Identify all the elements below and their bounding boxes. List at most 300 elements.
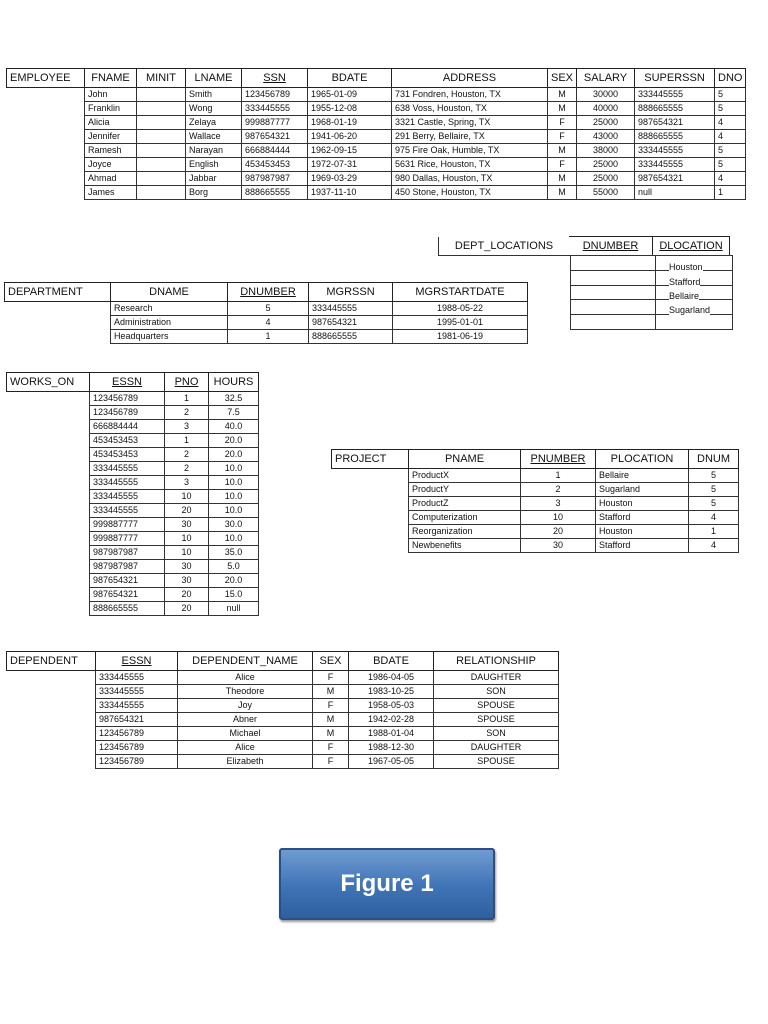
table-cell: 1 [228, 330, 309, 344]
table-cell [137, 158, 186, 172]
table-cell: 1983-10-25 [349, 685, 434, 699]
table-cell: 10 [165, 532, 209, 546]
works-on-label-spacer [7, 532, 90, 546]
table-cell: 888665555 [242, 186, 308, 200]
table-cell: Alicia [85, 116, 137, 130]
table-cell: 5.0 [209, 560, 259, 574]
table-cell: 450 Stone, Houston, TX [392, 186, 548, 200]
table-cell: Ramesh [85, 144, 137, 158]
table-cell: 3 [165, 420, 209, 434]
dept-location-value: Bellaire [669, 291, 700, 301]
table-row [7, 560, 259, 574]
works-on-label-spacer [7, 448, 90, 462]
table-cell [137, 144, 186, 158]
employee-label-spacer [7, 144, 85, 158]
table-cell: Joy [178, 699, 313, 713]
dependent-label-spacer [7, 713, 96, 727]
table-cell: 1937-11-10 [308, 186, 392, 200]
table-cell [137, 130, 186, 144]
table-cell: Michael [178, 727, 313, 741]
table-row [332, 497, 739, 511]
table-cell: SPOUSE [434, 699, 559, 713]
table-cell: Computerization [409, 511, 521, 525]
table-cell: 987654321 [635, 172, 715, 186]
table-row [7, 588, 259, 602]
dependent-col-essn: ESSN [96, 652, 178, 671]
table-cell: 40.0 [209, 420, 259, 434]
table-cell: 7.5 [209, 406, 259, 420]
table-cell: 4 [715, 130, 746, 144]
department-col-mgrstartdate: MGRSTARTDATE [393, 283, 528, 302]
table-cell: 10.0 [209, 490, 259, 504]
dependent-header-row [7, 652, 559, 671]
table-cell: 123456789 [96, 727, 178, 741]
table-cell: Newbenefits [409, 539, 521, 553]
table-row [332, 469, 739, 483]
table-cell: 1942-02-28 [349, 713, 434, 727]
table-cell: 291 Berry, Bellaire, TX [392, 130, 548, 144]
table-row [7, 602, 259, 616]
table-cell: 5 [715, 158, 746, 172]
table-cell: 1965-01-09 [308, 88, 392, 102]
table-cell: 4 [689, 511, 739, 525]
table-cell: 975 Fire Oak, Humble, TX [392, 144, 548, 158]
project-table [331, 449, 739, 553]
table-cell: Borg [186, 186, 242, 200]
table-cell: 10.0 [209, 504, 259, 518]
table-cell: 2 [165, 406, 209, 420]
table-cell: 5631 Rice, Houston, TX [392, 158, 548, 172]
table-cell: 4 [228, 316, 309, 330]
employee-label-spacer [7, 158, 85, 172]
table-cell: 40000 [577, 102, 635, 116]
employee-col-superssn: SUPERSSN [635, 69, 715, 88]
table-cell: 123456789 [96, 741, 178, 755]
table-cell: Sugarland [596, 483, 689, 497]
table-cell: Stafford [596, 539, 689, 553]
table-cell: 1986-04-05 [349, 671, 434, 685]
works-on-label-spacer [7, 560, 90, 574]
table-cell: 5 [689, 483, 739, 497]
table-cell: Reorganization [409, 525, 521, 539]
project-col-dnum: DNUM [689, 450, 739, 469]
table-row [7, 532, 259, 546]
works-on-label-spacer [7, 392, 90, 406]
table-cell: SPOUSE [434, 755, 559, 769]
dependent-label: DEPENDENT [7, 652, 96, 671]
table-row [7, 172, 746, 186]
table-cell: null [635, 186, 715, 200]
table-row [332, 511, 739, 525]
table-cell: 20 [165, 588, 209, 602]
dept-location-value: Sugarland [669, 305, 711, 315]
table-cell: M [548, 88, 577, 102]
table-cell: 1988-01-04 [349, 727, 434, 741]
table-cell [137, 116, 186, 130]
table-cell: 888665555 [90, 602, 165, 616]
table-cell: Jennifer [85, 130, 137, 144]
works-on-label-spacer [7, 504, 90, 518]
employee-col-address: ADDRESS [392, 69, 548, 88]
dependent-label-spacer [7, 699, 96, 713]
table-cell: 453453453 [90, 434, 165, 448]
table-cell: 987654321 [96, 713, 178, 727]
table-cell: ProductX [409, 469, 521, 483]
table-cell: Joyce [85, 158, 137, 172]
employee-col-sex: SEX [548, 69, 577, 88]
table-cell: 20 [165, 602, 209, 616]
table-row [7, 406, 259, 420]
table-cell [137, 172, 186, 186]
table-row [332, 483, 739, 497]
table-cell: Wallace [186, 130, 242, 144]
table-cell: Zelaya [186, 116, 242, 130]
table-cell: 35.0 [209, 546, 259, 560]
works-on-header-row [7, 373, 259, 392]
employee-label-spacer [7, 172, 85, 186]
department-col-dnumber: DNUMBER [228, 283, 309, 302]
department-label-spacer [5, 330, 111, 344]
project-label-spacer [332, 469, 409, 483]
dept-location-value: Houston [669, 262, 703, 272]
table-cell: Bellaire [596, 469, 689, 483]
table-cell: F [548, 158, 577, 172]
project-col-pnumber: PNUMBER [521, 450, 596, 469]
table-row [7, 88, 746, 102]
table-cell: Houston [596, 525, 689, 539]
table-cell: SON [434, 685, 559, 699]
works-on-col-pno: PNO [165, 373, 209, 392]
table-cell: 1 [521, 469, 596, 483]
works-on-table [6, 372, 259, 616]
department-label-spacer [5, 302, 111, 316]
table-cell: 1967-05-05 [349, 755, 434, 769]
table-cell [137, 186, 186, 200]
table-row [7, 144, 746, 158]
table-cell: 20 [521, 525, 596, 539]
table-cell: 25000 [577, 172, 635, 186]
table-cell: 888665555 [635, 130, 715, 144]
table-cell: 30 [165, 574, 209, 588]
dependent-col-bdate: BDATE [349, 652, 434, 671]
table-cell: SPOUSE [434, 713, 559, 727]
table-cell: 888665555 [635, 102, 715, 116]
table-cell: 333445555 [90, 490, 165, 504]
dept-locations-divider [655, 256, 656, 329]
table-row [7, 518, 259, 532]
table-cell: 987654321 [90, 574, 165, 588]
table-cell: 1969-03-29 [308, 172, 392, 186]
table-cell: 1 [165, 392, 209, 406]
table-cell: 10.0 [209, 532, 259, 546]
table-row [7, 574, 259, 588]
table-cell: 333445555 [635, 144, 715, 158]
table-cell: English [186, 158, 242, 172]
employee-header-row [7, 69, 746, 88]
department-label: DEPARTMENT [5, 283, 111, 302]
table-row [7, 685, 559, 699]
employee-label-spacer [7, 116, 85, 130]
figure-1-button[interactable] [279, 848, 495, 920]
project-label-spacer [332, 539, 409, 553]
table-cell: 123456789 [90, 392, 165, 406]
table-row [332, 539, 739, 553]
table-cell: 30 [165, 518, 209, 532]
project-label-spacer [332, 525, 409, 539]
employee-col-dno: DNO [715, 69, 746, 88]
table-cell: Abner [178, 713, 313, 727]
table-cell: 1 [715, 186, 746, 200]
table-cell: 20.0 [209, 434, 259, 448]
table-cell: 999887777 [90, 532, 165, 546]
table-cell: 15.0 [209, 588, 259, 602]
table-row [7, 504, 259, 518]
table-cell: 987654321 [90, 588, 165, 602]
works-on-col-essn: ESSN [90, 373, 165, 392]
table-cell: 731 Fondren, Houston, TX [392, 88, 548, 102]
table-cell: M [313, 685, 349, 699]
table-cell: 888665555 [309, 330, 393, 344]
table-cell: M [313, 713, 349, 727]
table-cell: 333445555 [96, 685, 178, 699]
table-cell: 38000 [577, 144, 635, 158]
table-cell [137, 102, 186, 116]
table-cell: 5 [228, 302, 309, 316]
employee-col-salary: SALARY [577, 69, 635, 88]
works-on-label-spacer [7, 434, 90, 448]
table-cell: 123456789 [96, 755, 178, 769]
dependent-col-sex: SEX [313, 652, 349, 671]
table-row [7, 158, 746, 172]
table-cell: 453453453 [242, 158, 308, 172]
table-cell: 123456789 [242, 88, 308, 102]
table-cell: F [548, 130, 577, 144]
works-on-label: WORKS_ON [7, 373, 90, 392]
table-cell: 4 [715, 116, 746, 130]
table-cell: 1988-05-22 [393, 302, 528, 316]
table-cell: 987654321 [635, 116, 715, 130]
table-cell: 1981-06-19 [393, 330, 528, 344]
table-cell: 20.0 [209, 448, 259, 462]
dependent-label-spacer [7, 685, 96, 699]
table-cell: Smith [186, 88, 242, 102]
table-row [332, 525, 739, 539]
works-on-label-spacer [7, 546, 90, 560]
table-cell: James [85, 186, 137, 200]
table-cell: 10.0 [209, 462, 259, 476]
works-on-label-spacer [7, 574, 90, 588]
works-on-label-spacer [7, 518, 90, 532]
table-cell: 3 [165, 476, 209, 490]
table-cell: M [548, 102, 577, 116]
table-cell: 987987987 [90, 546, 165, 560]
table-cell: Alice [178, 671, 313, 685]
dependent-label-spacer [7, 727, 96, 741]
department-col-mgrssn: MGRSSN [309, 283, 393, 302]
works-on-label-spacer [7, 602, 90, 616]
table-cell: DAUGHTER [434, 671, 559, 685]
table-cell: Wong [186, 102, 242, 116]
table-cell: 3321 Castle, Spring, TX [392, 116, 548, 130]
dependent-col-relationship: RELATIONSHIP [434, 652, 559, 671]
table-row [7, 392, 259, 406]
table-cell: 1 [689, 525, 739, 539]
project-header-row [332, 450, 739, 469]
table-cell: Ahmad [85, 172, 137, 186]
table-cell: 980 Dallas, Houston, TX [392, 172, 548, 186]
table-cell: F [313, 699, 349, 713]
project-label-spacer [332, 497, 409, 511]
project-label: PROJECT [332, 450, 409, 469]
table-cell: 2 [165, 462, 209, 476]
table-cell: 2 [165, 448, 209, 462]
table-cell: 333445555 [90, 476, 165, 490]
dependent-table [6, 651, 559, 769]
table-cell: 333445555 [96, 671, 178, 685]
table-row [7, 434, 259, 448]
table-row [7, 490, 259, 504]
table-cell: 666884444 [90, 420, 165, 434]
dept-locations-rule [571, 270, 732, 271]
table-row [7, 186, 746, 200]
table-row [7, 462, 259, 476]
table-cell: 30.0 [209, 518, 259, 532]
table-row [7, 713, 559, 727]
table-cell: Alice [178, 741, 313, 755]
table-cell: 1988-12-30 [349, 741, 434, 755]
table-cell: DAUGHTER [434, 741, 559, 755]
table-row [7, 699, 559, 713]
project-label-spacer [332, 511, 409, 525]
table-row [7, 755, 559, 769]
table-row [7, 741, 559, 755]
table-cell: 4 [689, 539, 739, 553]
table-cell: 987654321 [242, 130, 308, 144]
table-cell: 1968-01-19 [308, 116, 392, 130]
table-cell: Administration [111, 316, 228, 330]
table-cell: 25000 [577, 158, 635, 172]
employee-col-lname: LNAME [186, 69, 242, 88]
works-on-label-spacer [7, 406, 90, 420]
table-cell: 999887777 [90, 518, 165, 532]
table-cell: 333445555 [635, 158, 715, 172]
works-on-label-spacer [7, 462, 90, 476]
table-cell: 30000 [577, 88, 635, 102]
table-cell: 55000 [577, 186, 635, 200]
project-col-pname: PNAME [409, 450, 521, 469]
table-cell: 25000 [577, 116, 635, 130]
table-cell: 333445555 [242, 102, 308, 116]
table-cell: F [313, 755, 349, 769]
table-cell: 5 [689, 497, 739, 511]
employee-label-spacer [7, 88, 85, 102]
table-row [5, 316, 528, 330]
table-cell: 10 [165, 490, 209, 504]
table-cell: 1958-05-03 [349, 699, 434, 713]
table-cell: 333445555 [96, 699, 178, 713]
table-cell: 20.0 [209, 574, 259, 588]
table-cell: 1972-07-31 [308, 158, 392, 172]
project-col-plocation: PLOCATION [596, 450, 689, 469]
table-cell: 987987987 [242, 172, 308, 186]
table-cell: M [548, 172, 577, 186]
table-cell: 1941-06-20 [308, 130, 392, 144]
table-row [7, 476, 259, 490]
table-cell: 43000 [577, 130, 635, 144]
table-cell: 10 [521, 511, 596, 525]
dependent-label-spacer [7, 741, 96, 755]
table-row [7, 130, 746, 144]
table-cell: 333445555 [90, 462, 165, 476]
works-on-label-spacer [7, 420, 90, 434]
table-cell: 987987987 [90, 560, 165, 574]
department-label-spacer [5, 316, 111, 330]
table-cell: 2 [521, 483, 596, 497]
dependent-label-spacer [7, 755, 96, 769]
table-cell: Stafford [596, 511, 689, 525]
table-cell: F [313, 671, 349, 685]
employee-label-spacer [7, 186, 85, 200]
dept-location-value: Stafford [669, 277, 701, 287]
dept-locations-label: DEPT_LOCATIONS [439, 237, 570, 256]
dept-locations-header [438, 236, 730, 256]
employee-table [6, 68, 746, 200]
table-cell: 10.0 [209, 476, 259, 490]
table-cell: 30 [165, 560, 209, 574]
table-cell: ProductZ [409, 497, 521, 511]
department-col-dname: DNAME [111, 283, 228, 302]
table-cell: Headquarters [111, 330, 228, 344]
table-cell: Research [111, 302, 228, 316]
employee-col-minit: MINIT [137, 69, 186, 88]
table-cell: 999887777 [242, 116, 308, 130]
table-row [7, 671, 559, 685]
table-cell [137, 88, 186, 102]
department-table [4, 282, 528, 344]
table-cell: 5 [715, 102, 746, 116]
employee-label: EMPLOYEE [7, 69, 85, 88]
employee-label-spacer [7, 130, 85, 144]
table-cell: 10 [165, 546, 209, 560]
table-cell: 5 [715, 144, 746, 158]
table-cell: ProductY [409, 483, 521, 497]
table-cell: 333445555 [635, 88, 715, 102]
department-header-row [5, 283, 528, 302]
dept-locations-rule [571, 285, 732, 286]
project-label-spacer [332, 483, 409, 497]
table-row [5, 302, 528, 316]
works-on-label-spacer [7, 476, 90, 490]
table-cell: SON [434, 727, 559, 741]
table-row [7, 102, 746, 116]
table-cell: 5 [689, 469, 739, 483]
table-cell: 987654321 [309, 316, 393, 330]
table-row [7, 116, 746, 130]
table-cell: 666884444 [242, 144, 308, 158]
table-cell: John [85, 88, 137, 102]
table-row [5, 330, 528, 344]
table-cell: Narayan [186, 144, 242, 158]
works-on-col-hours: HOURS [209, 373, 259, 392]
table-cell: 32.5 [209, 392, 259, 406]
employee-col-ssn: SSN [242, 69, 308, 88]
table-cell: null [209, 602, 259, 616]
table-cell: 1995-01-01 [393, 316, 528, 330]
table-cell: 3 [521, 497, 596, 511]
table-cell: 333445555 [90, 504, 165, 518]
table-cell: 333445555 [309, 302, 393, 316]
table-cell: Elizabeth [178, 755, 313, 769]
